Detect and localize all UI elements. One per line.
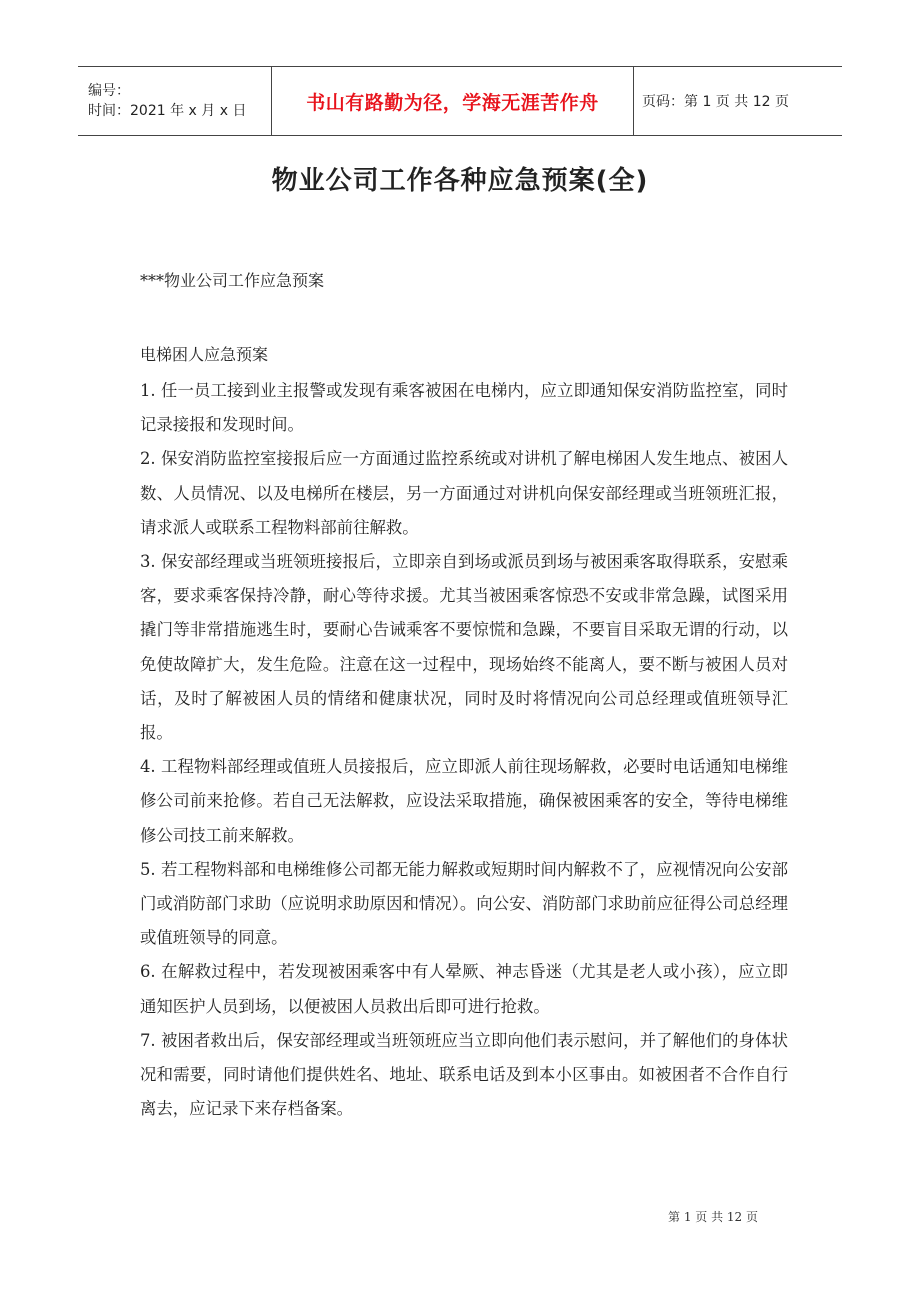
document-body	[140, 374, 788, 1126]
paragraph-2: 2. 保安消防监控室接报后应一方面通过监控系统或对讲机了解电梯困人发生地点、被困人数、人员情况、以及电梯所在楼层，另一方面通过对讲机向保安部经理或当班领班汇报，请求派人或联系工程物料部前往解救。	[140, 449, 788, 537]
paragraph-7: 7. 被困者救出后，保安部经理或当班领班应当立即向他们表示慰问，并了解他们的身体状况和需要，同时请他们提供姓名、地址、联系电话及到本小区事由。如被困者不合作自行离去，应记录下来存档备案。	[140, 1030, 788, 1119]
page-label: 页码：第 1 页 共 12 页	[642, 94, 789, 110]
header-motto	[272, 67, 634, 135]
paragraph-3: 3. 保安部经理或当班领班接报后，立即亲自到场或派员到场与被困乘客取得联系，安慰乘客，要求乘客保持冷静，耐心等待求援。尤其当被困乘客惊恐不安或非常急躁，试图采用撬门等非常措施逃生时，要耐心告诫乘客不要惊慌和急躁，不要盲目采取无谓的行动，以免使故障扩大，发生危险。注意在这一过程中，现场始终不能离人，要不断与被困人员对话，及时了解被困人员的情绪和健康状况，同时及时将情况向公司总经理或值班领导汇报。	[140, 552, 788, 743]
motto-text: 书山有路勤为径，学海无涯苦作舟	[306, 91, 599, 114]
document-subtitle: ***物业公司工作应急预案	[140, 271, 325, 290]
paragraph-6: 6. 在解救过程中，若发现被困乘客中有人晕厥、神志昏迷（尤其是老人或小孩），应立即通知医护人员到场，以便被困人员救出后即可进行抢救。	[140, 962, 788, 1016]
header-meta	[78, 67, 272, 135]
document-title: 物业公司工作各种应急预案(全)	[271, 166, 649, 196]
number-label: 编号：	[88, 83, 130, 99]
date-label: 时间：2021 年 x 月 x 日	[88, 103, 247, 119]
paragraph-1: 1. 任一员工接到业主报警或发现有乘客被困在电梯内，应立即通知保安消防监控室，同时记录接报和发现时间。	[140, 381, 788, 435]
document-header	[78, 66, 842, 136]
paragraph-4: 4. 工程物料部经理或值班人员接报后，应立即派人前往现场解救，必要时电话通知电梯维修公司前来抢修。若自己无法解救，应设法采取措施，确保被困乘客的安全，等待电梯维修公司技工前来解救。	[140, 757, 788, 845]
header-page-info	[634, 67, 842, 135]
section-title: 电梯困人应急预案	[140, 345, 269, 364]
page-footer: 第 1 页 共 12 页	[668, 1210, 758, 1224]
paragraph-5: 5. 若工程物料部和电梯维修公司都无能力解救或短期时间内解救不了，应视情况向公安部门或消防部门求助（应说明求助原因和情况）。向公安、消防部门求助前应征得公司总经理或值班领导的同意。	[140, 859, 788, 948]
